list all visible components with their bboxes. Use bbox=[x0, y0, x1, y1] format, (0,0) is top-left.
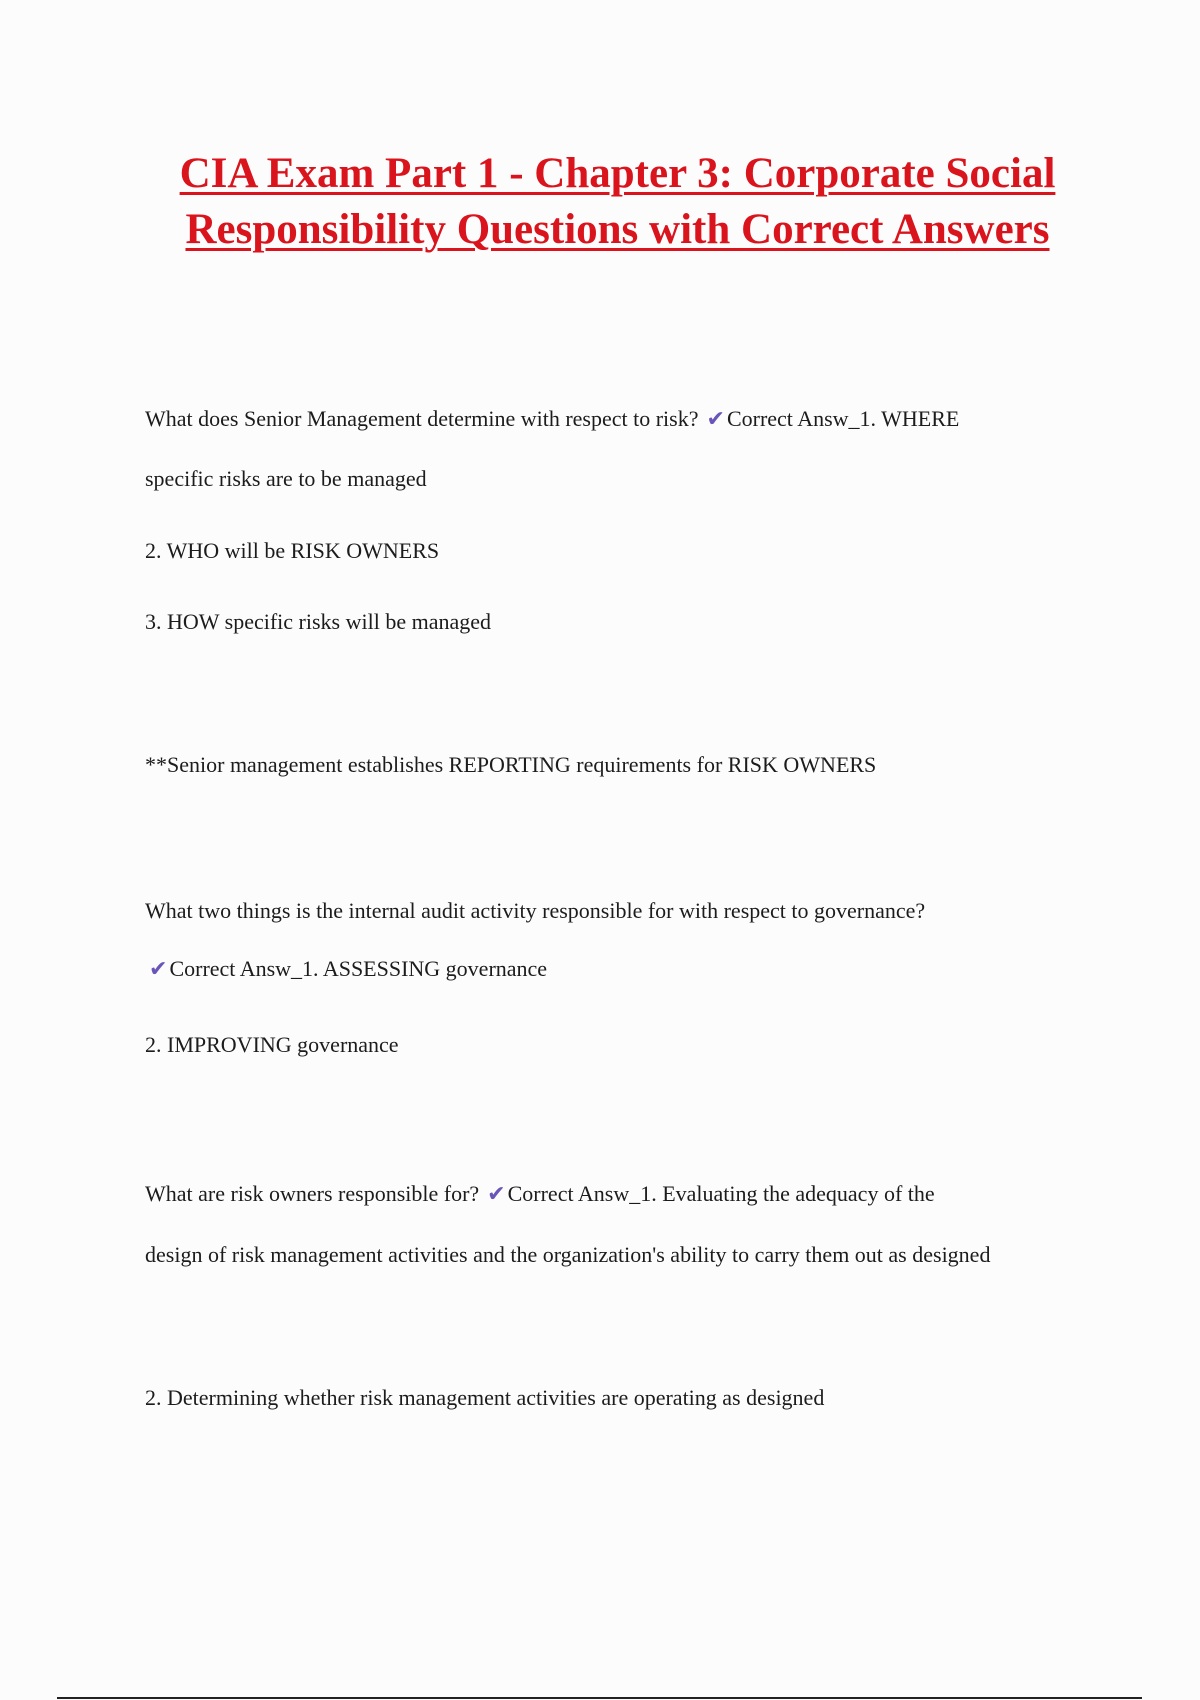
answer-point: 2. Determining whether risk management activities are operating as designed bbox=[145, 1385, 825, 1410]
question-line bbox=[145, 405, 959, 434]
answer-point: 3. HOW specific risks will be managed bbox=[145, 609, 492, 634]
answer-continuation: design of risk management activities and the organization's ability to carry them out as designed bbox=[145, 1242, 991, 1267]
checkmark-icon: ✔ bbox=[706, 407, 725, 432]
answer-line bbox=[145, 955, 547, 984]
answer-text: Correct Answ_1. Evaluating the adequacy of the bbox=[507, 1181, 935, 1206]
question-line bbox=[145, 1180, 935, 1209]
answer-text: Correct Answ_1. WHERE bbox=[726, 406, 960, 431]
answer-note: **Senior management establishes REPORTING requirements for RISK OWNERS bbox=[145, 752, 877, 777]
answer-point: 2. WHO will be RISK OWNERS bbox=[145, 538, 440, 563]
answer-text: Correct Answ_1. ASSESSING governance bbox=[169, 956, 548, 981]
answer-point: 2. IMPROVING governance bbox=[145, 1032, 399, 1057]
footer-divider bbox=[57, 1697, 1142, 1699]
answer-continuation: specific risks are to be managed bbox=[145, 466, 427, 491]
question-text: What does Senior Management determine with respect to risk? bbox=[145, 406, 699, 431]
question-text: What two things is the internal audit activity responsible for with respect to governance? bbox=[145, 898, 926, 923]
document-title: CIA Exam Part 1 - Chapter 3: Corporate Social Responsibility Questions with Correct Answers bbox=[179, 150, 1056, 253]
checkmark-icon: ✔ bbox=[487, 1182, 506, 1207]
checkmark-icon: ✔ bbox=[149, 957, 168, 982]
question-text: What are risk owners responsible for? bbox=[145, 1181, 480, 1206]
